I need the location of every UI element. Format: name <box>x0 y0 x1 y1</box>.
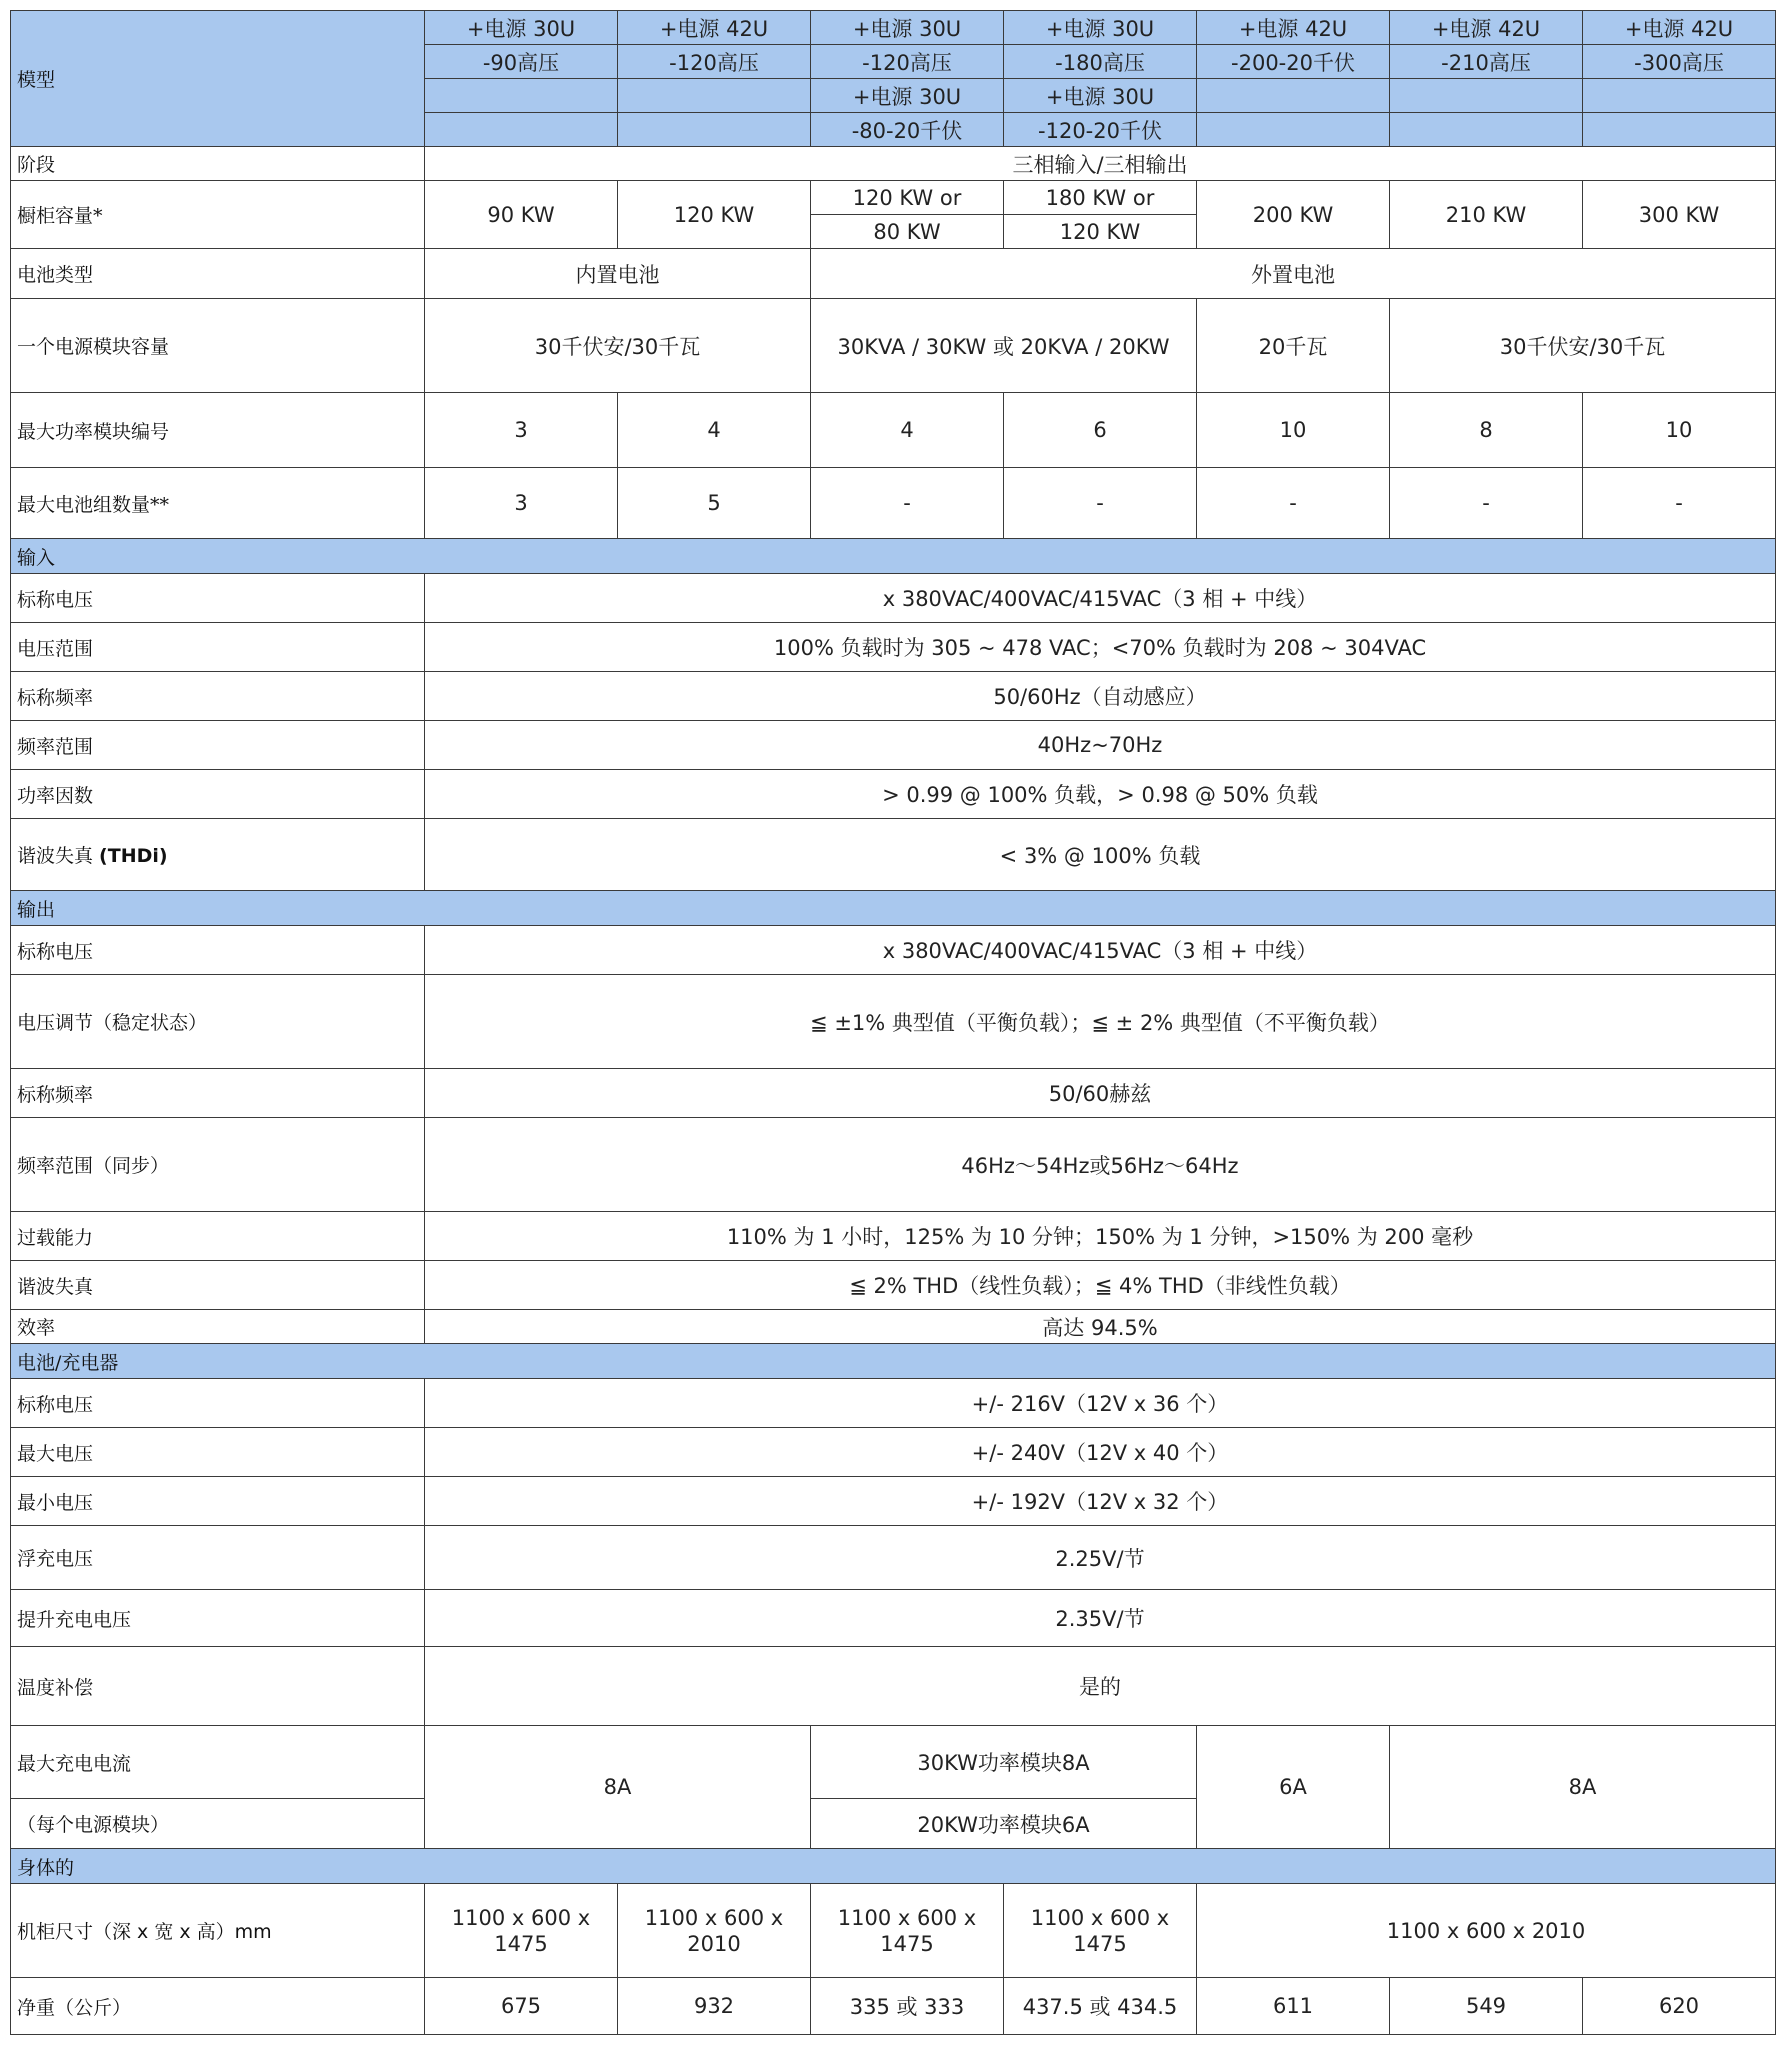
section-battery <box>11 1344 1776 1379</box>
row-label: 频率范围（同步） <box>11 1118 425 1212</box>
row-value: x 380VAC/400VAC/415VAC（3 相 + 中线） <box>425 926 1776 975</box>
capacity-cell: 120 KW or <box>811 181 1004 215</box>
value-cell: - <box>811 468 1004 539</box>
output-row <box>11 1310 1776 1344</box>
model-cell: -120高压 <box>811 45 1004 79</box>
section-input <box>11 539 1776 574</box>
dims-line: 1100 x 600 x <box>451 1905 591 1930</box>
row-label: 电压调节（稳定状态） <box>11 975 425 1069</box>
battery-type-row <box>11 249 1776 299</box>
model-cell <box>1390 113 1583 147</box>
input-row <box>11 721 1776 770</box>
row-value: > 0.99 @ 100% 负载，> 0.98 @ 50% 负载 <box>425 770 1776 819</box>
value-cell <box>618 1884 811 1978</box>
output-row <box>11 1261 1776 1310</box>
model-cell <box>618 79 811 113</box>
model-row-1 <box>11 11 1776 45</box>
dims-line: 1475 <box>880 1931 934 1956</box>
row-value: 30KVA / 30KW 或 20KVA / 20KW <box>811 299 1197 393</box>
model-cell: +电源 30U <box>425 11 618 45</box>
thdi-label-bold: (THDi) <box>99 845 168 867</box>
model-cell: +电源 30U <box>1004 11 1197 45</box>
row-label: 标称频率 <box>11 1069 425 1118</box>
value-cell: 6A <box>1197 1726 1390 1849</box>
capacity-row <box>11 181 1776 215</box>
spec-table <box>10 10 1776 2035</box>
model-cell: +电源 42U <box>618 11 811 45</box>
row-label: 净重（公斤） <box>11 1978 425 2035</box>
row-value: +/- 192V（12V x 32 个） <box>425 1477 1776 1526</box>
capacity-cell: 120 KW <box>1004 215 1197 249</box>
dims-label: 机柜尺寸（深 x 宽 x 高）mm <box>17 1921 272 1943</box>
dims-line: 1100 x 600 x <box>1030 1905 1170 1930</box>
row-label: 功率因数 <box>11 770 425 819</box>
row-value: 40Hz~70Hz <box>425 721 1776 770</box>
thdi-label-text: 谐波失真 <box>17 845 100 867</box>
value-cell: 1100 x 600 x 2010 <box>1197 1884 1776 1978</box>
phase-row <box>11 147 1776 181</box>
row-value: 50/60赫兹 <box>425 1069 1776 1118</box>
input-row <box>11 770 1776 819</box>
value-cell: 335 或 333 <box>811 1978 1004 2035</box>
weight-row <box>11 1978 1776 2035</box>
model-cell: +电源 42U <box>1197 11 1390 45</box>
capacity-cell: 80 KW <box>811 215 1004 249</box>
dims-line: 1475 <box>1073 1931 1127 1956</box>
capacity-cell: 180 KW or <box>1004 181 1197 215</box>
section-title: 输出 <box>11 891 1776 926</box>
value-cell: 6 <box>1004 393 1197 468</box>
row-label: 浮充电压 <box>11 1526 425 1590</box>
model-cell <box>425 79 618 113</box>
dims-line: 1100 x 600 x <box>644 1905 784 1930</box>
value-cell: 8A <box>425 1726 811 1849</box>
output-row <box>11 1118 1776 1212</box>
section-title: 电池/充电器 <box>11 1344 1776 1379</box>
charge-row <box>11 1726 1776 1799</box>
row-value: 20千瓦 <box>1197 299 1390 393</box>
model-cell: -210高压 <box>1390 45 1583 79</box>
row-value: 30千伏安/30千瓦 <box>425 299 811 393</box>
row-label <box>11 1884 425 1978</box>
value-cell: 932 <box>618 1978 811 2035</box>
row-value: 110% 为 1 小时，125% 为 10 分钟；150% 为 1 分钟，>150% 为 200 毫秒 <box>425 1212 1776 1261</box>
model-cell <box>1197 79 1390 113</box>
row-label: 标称频率 <box>11 672 425 721</box>
value-cell: 4 <box>618 393 811 468</box>
row-label: 阶段 <box>11 147 425 181</box>
model-cell: -80-20千伏 <box>811 113 1004 147</box>
row-label: 最大电压 <box>11 1428 425 1477</box>
row-label: 频率范围 <box>11 721 425 770</box>
value-cell: - <box>1390 468 1583 539</box>
model-label: 模型 <box>11 11 425 147</box>
value-cell: 611 <box>1197 1978 1390 2035</box>
row-value: 46Hz～54Hz或56Hz～64Hz <box>425 1118 1776 1212</box>
section-output <box>11 891 1776 926</box>
model-cell <box>1197 113 1390 147</box>
value-cell: 437.5 或 434.5 <box>1004 1978 1197 2035</box>
battery-row <box>11 1590 1776 1647</box>
value-cell: 3 <box>425 393 618 468</box>
value-cell: 30KW功率模块8A <box>811 1726 1197 1799</box>
row-value: +/- 240V（12V x 40 个） <box>425 1428 1776 1477</box>
value-cell <box>811 1884 1004 1978</box>
section-physical <box>11 1849 1776 1884</box>
row-label: 最大电池组数量** <box>11 468 425 539</box>
value-cell: 8A <box>1390 1726 1776 1849</box>
input-row-thdi <box>11 819 1776 891</box>
battery-row <box>11 1379 1776 1428</box>
value-cell: 675 <box>425 1978 618 2035</box>
row-label: 提升充电电压 <box>11 1590 425 1647</box>
value-cell <box>425 1884 618 1978</box>
value-cell: 20KW功率模块6A <box>811 1799 1197 1849</box>
max-battery-row <box>11 468 1776 539</box>
model-cell <box>618 113 811 147</box>
value-cell: - <box>1004 468 1197 539</box>
row-value: 2.25V/节 <box>425 1526 1776 1590</box>
row-label: 标称电压 <box>11 926 425 975</box>
section-title: 输入 <box>11 539 1776 574</box>
row-value: 100% 负载时为 305 ~ 478 VAC；<70% 负载时为 208 ~ 304VAC <box>425 623 1776 672</box>
battery-row <box>11 1647 1776 1726</box>
model-cell: -180高压 <box>1004 45 1197 79</box>
capacity-cell: 300 KW <box>1583 181 1776 249</box>
output-row <box>11 975 1776 1069</box>
row-label: 过载能力 <box>11 1212 425 1261</box>
model-cell: +电源 30U <box>811 79 1004 113</box>
row-label: 橱柜容量* <box>11 181 425 249</box>
row-label: 温度补偿 <box>11 1647 425 1726</box>
row-value: 三相输入/三相输出 <box>425 147 1776 181</box>
input-row <box>11 623 1776 672</box>
value-cell: 10 <box>1583 393 1776 468</box>
row-value: < 3% @ 100% 负载 <box>425 819 1776 891</box>
model-cell: +电源 42U <box>1583 11 1776 45</box>
row-label: 标称电压 <box>11 574 425 623</box>
row-value: x 380VAC/400VAC/415VAC（3 相 + 中线） <box>425 574 1776 623</box>
model-cell: +电源 30U <box>1004 79 1197 113</box>
row-label: 电压范围 <box>11 623 425 672</box>
dims-line: 1475 <box>494 1931 548 1956</box>
value-cell: 8 <box>1390 393 1583 468</box>
output-row <box>11 1069 1776 1118</box>
value-cell: 4 <box>811 393 1004 468</box>
row-label: 一个电源模块容量 <box>11 299 425 393</box>
row-value: 外置电池 <box>811 249 1776 299</box>
value-cell: - <box>1197 468 1390 539</box>
max-modules-row <box>11 393 1776 468</box>
row-value: ≦ ±1% 典型值（平衡负载）；≦ ± 2% 典型值（不平衡负载） <box>425 975 1776 1069</box>
battery-row <box>11 1477 1776 1526</box>
row-label: 最小电压 <box>11 1477 425 1526</box>
row-value: +/- 216V（12V x 36 个） <box>425 1379 1776 1428</box>
model-cell: +电源 42U <box>1390 11 1583 45</box>
value-cell <box>1004 1884 1197 1978</box>
row-label: （每个电源模块） <box>11 1799 425 1849</box>
row-label: 最大功率模块编号 <box>11 393 425 468</box>
battery-row <box>11 1428 1776 1477</box>
input-row <box>11 672 1776 721</box>
model-cell: -120高压 <box>618 45 811 79</box>
row-label: 效率 <box>11 1310 425 1344</box>
row-value: 30千伏安/30千瓦 <box>1390 299 1776 393</box>
input-row <box>11 574 1776 623</box>
module-capacity-row <box>11 299 1776 393</box>
model-cell <box>1583 113 1776 147</box>
row-label: 谐波失真 <box>11 1261 425 1310</box>
row-label: 最大充电电流 <box>11 1726 425 1799</box>
row-label: 标称电压 <box>11 1379 425 1428</box>
model-cell <box>1390 79 1583 113</box>
dims-line: 1100 x 600 x <box>837 1905 977 1930</box>
dims-row <box>11 1884 1776 1978</box>
model-cell <box>425 113 618 147</box>
model-cell <box>1583 79 1776 113</box>
dims-line: 2010 <box>687 1931 741 1956</box>
capacity-cell: 200 KW <box>1197 181 1390 249</box>
row-value: 高达 94.5% <box>425 1310 1776 1344</box>
capacity-cell: 120 KW <box>618 181 811 249</box>
value-cell: 620 <box>1583 1978 1776 2035</box>
battery-row <box>11 1526 1776 1590</box>
row-value: ≦ 2% THD（线性负载）；≦ 4% THD（非线性负载） <box>425 1261 1776 1310</box>
row-value: 2.35V/节 <box>425 1590 1776 1647</box>
value-cell: 549 <box>1390 1978 1583 2035</box>
capacity-cell: 210 KW <box>1390 181 1583 249</box>
row-value: 50/60Hz（自动感应） <box>425 672 1776 721</box>
model-cell: -120-20千伏 <box>1004 113 1197 147</box>
output-row <box>11 1212 1776 1261</box>
row-label <box>11 819 425 891</box>
section-title: 身体的 <box>11 1849 1776 1884</box>
value-cell: 3 <box>425 468 618 539</box>
row-value: 是的 <box>425 1647 1776 1726</box>
output-row <box>11 926 1776 975</box>
value-cell: - <box>1583 468 1776 539</box>
value-cell: 10 <box>1197 393 1390 468</box>
model-cell: -300高压 <box>1583 45 1776 79</box>
row-value: 内置电池 <box>425 249 811 299</box>
model-cell: -90高压 <box>425 45 618 79</box>
row-label: 电池类型 <box>11 249 425 299</box>
value-cell: 5 <box>618 468 811 539</box>
model-cell: -200-20千伏 <box>1197 45 1390 79</box>
capacity-cell: 90 KW <box>425 181 618 249</box>
model-cell: +电源 30U <box>811 11 1004 45</box>
